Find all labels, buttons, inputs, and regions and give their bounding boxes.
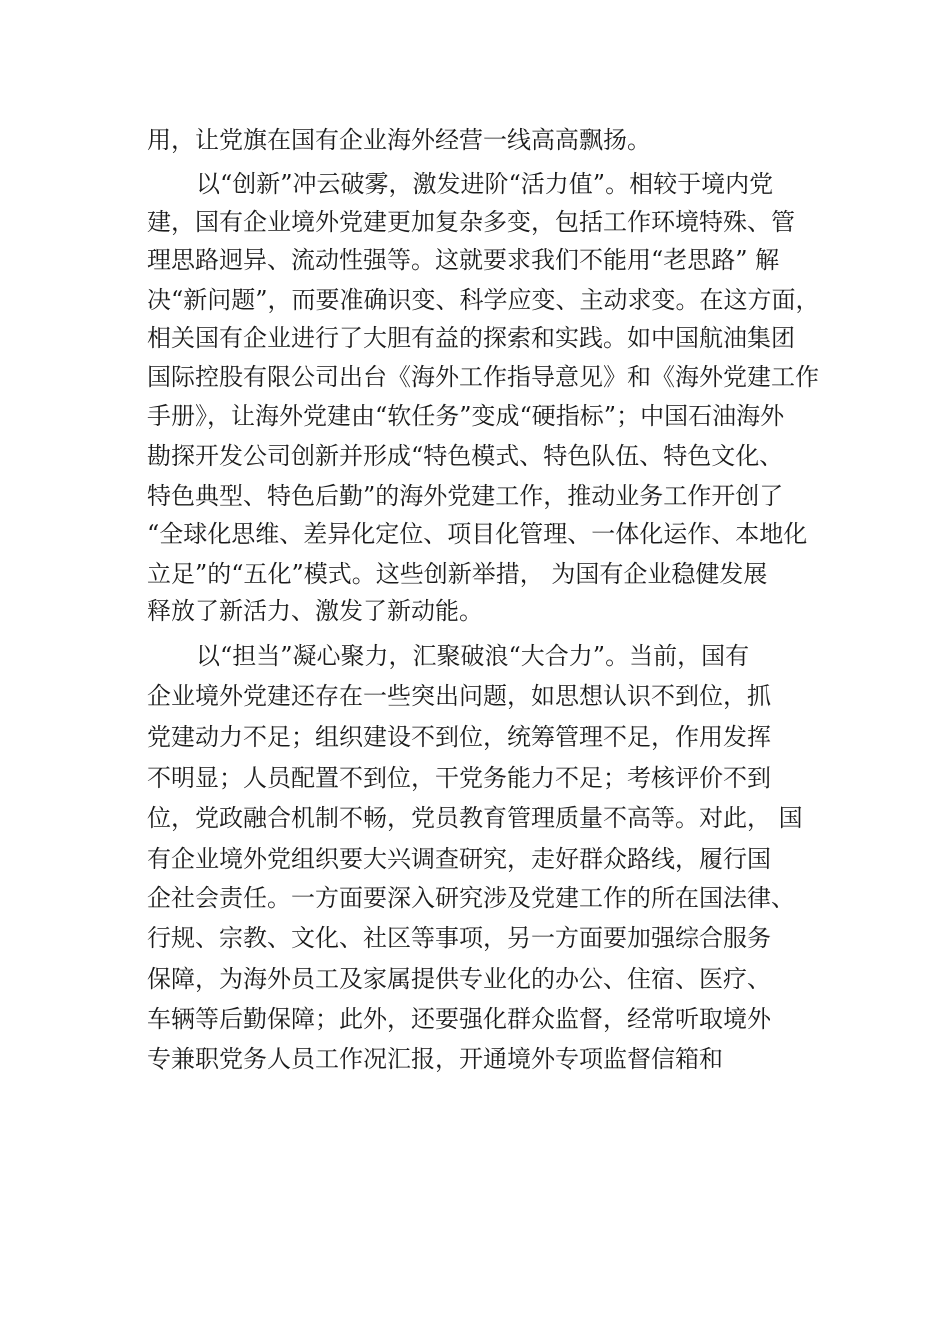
text-line: 特色典型、特色后勤”的海外党建工作，推动业务工作开创了 xyxy=(147,482,784,510)
paragraph-start-line: 以“担当”凝心聚力，汇聚破浪“大合力”。当前，国有 xyxy=(196,642,750,670)
text-line: 相关国有企业进行了大胆有益的探索和实践。如中国航油集团 xyxy=(147,324,795,352)
text-line: 位，党政融合机制不畅，党员教育管理质量不高等。对此， 国 xyxy=(147,804,803,832)
text-line: 企业境外党建还存在一些突出问题，如思想认识不到位，抓 xyxy=(147,682,771,710)
text-line: 建，国有企业境外党建更加复杂多变，包括工作环境特殊、管 xyxy=(147,208,795,236)
text-line: 国际控股有限公司出台《海外工作指导意见》和《海外党建工作 xyxy=(147,363,819,391)
text-line: 企社会责任。一方面要深入研究涉及党建工作的所在国法律、 xyxy=(147,884,795,912)
text-line: 行规、宗教、文化、社区等事项，另一方面要加强综合服务 xyxy=(147,924,771,952)
paragraph-start-line: 以“创新”冲云破雾，激发进阶“活力值”。相较于境内党 xyxy=(196,170,774,198)
text-line: 勘探开发公司创新并形成“特色模式、特色队伍、特色文化、 xyxy=(147,442,784,470)
text-line: 手册》，让海外党建由“软任务”变成“硬指标”；中国石油海外 xyxy=(147,402,785,430)
text-line: 用，让党旗在国有企业海外经营一线高高飘扬。 xyxy=(147,126,651,154)
text-line: 车辆等后勤保障；此外，还要强化群众监督，经常听取境外 xyxy=(147,1005,771,1033)
text-line: 决“新问题”，而要准确识变、科学应变、主动求变。在这方面， xyxy=(147,286,820,314)
text-line: 党建动力不足；组织建设不到位，统筹管理不足，作用发挥 xyxy=(147,723,771,751)
text-line: 不明显；人员配置不到位，干党务能力不足；考核评价不到 xyxy=(147,764,771,792)
text-line: “全球化思维、差异化定位、项目化管理、一体化运作、本地化 xyxy=(147,520,808,548)
text-line: 保障，为海外员工及家属提供专业化的办公、住宿、医疗、 xyxy=(147,965,771,993)
text-line: 立足”的“五化”模式。这些创新举措， 为国有企业稳健发展 xyxy=(147,560,768,588)
text-line: 有企业境外党组织要大兴调查研究，走好群众路线，履行国 xyxy=(147,845,771,873)
text-line: 释放了新活力、激发了新动能。 xyxy=(147,597,483,625)
text-line: 专兼职党务人员工作况汇报，开通境外专项监督信箱和 xyxy=(147,1045,723,1073)
text-line: 理思路迥异、流动性强等。这就要求我们不能用“老思路” 解 xyxy=(147,246,780,274)
